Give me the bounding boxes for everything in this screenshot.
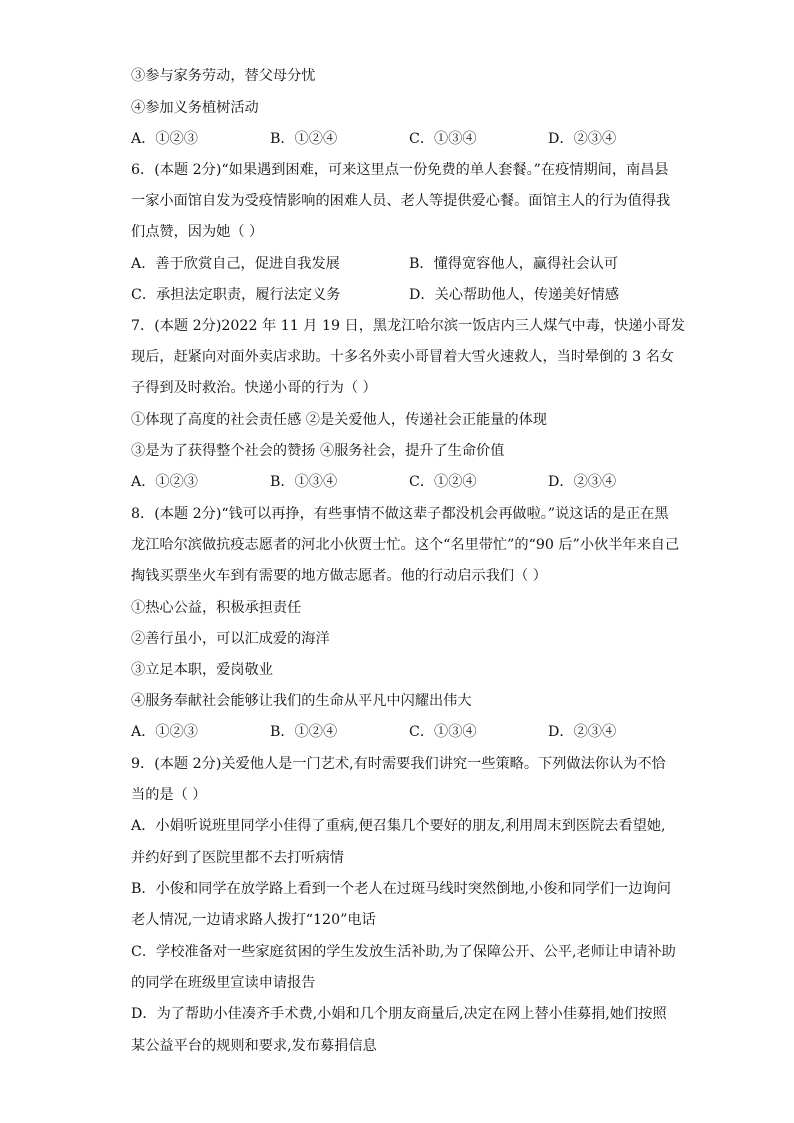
q8-stem-line-2: 龙江哈尔滨做抗疫志愿者的河北小伙贾士忙。这个“名里带忙”的“90 后”小伙半年来自己 <box>131 537 680 553</box>
q9-option-b-line-2: 老人情况,一边请求路人拨打“120”电话 <box>131 912 376 928</box>
q8-stem-line-3: 掏钱买票坐火车到有需要的地方做志愿者。他的行动启示我们（ ） <box>131 568 547 584</box>
q9-option-c-line-1: C．学校准备对一些家庭贫困的学生发放生活补助,为了保障公开、公平,老师让申请补助 <box>131 944 676 960</box>
q8-option-d: D．②③④ <box>548 724 617 740</box>
q7-options <box>131 472 671 492</box>
q7-option-b: B．①③④ <box>270 474 338 490</box>
q8-stem-line-1: 8．(本题 2分)“钱可以再挣，有些事情不做这辈子都没机会再做啦。”说这话的是正在黑 <box>131 506 669 522</box>
q8-option-a: A．①②③ <box>131 724 198 740</box>
q8-option-b: B．①②④ <box>270 724 338 740</box>
q7-stem-line-3: 子得到及时救治。快递小哥的行为（ ） <box>131 380 377 396</box>
q7-items-line-1: ①体现了高度的社会责任感 ②是关爱他人，传递社会正能量的体现 <box>131 412 547 428</box>
q6-option-a: A．善于欣赏自己，促进自我发展 <box>131 256 340 272</box>
q5-option-c: C．①③④ <box>409 131 477 147</box>
q9-option-a-line-1: A．小娟听说班里同学小佳得了重病,便召集几个要好的朋友,利用周末到医院去看望她, <box>131 818 666 834</box>
q9-option-c-line-2: 的同学在班级里宣读申请报告 <box>131 975 316 991</box>
q6-options-row-2 <box>131 285 671 305</box>
q5-option-d: D．②③④ <box>548 131 617 147</box>
q8-option-c: C．①③④ <box>409 724 477 740</box>
q9-option-a-line-2: 并约好到了医院里都不去打听病情 <box>131 850 344 866</box>
q5-option-a: A．①②③ <box>131 131 198 147</box>
q7-stem-line-1: 7．(本题 2分)2022 年 11 月 19 日，黑龙江哈尔滨一饭店内三人煤气中毒，快递小哥发 <box>131 318 686 334</box>
q6-stem-line-1: 6．(本题 2分)“如果遇到困难，可来这里点一份免费的单人套餐。”在疫情期间，南昌县 <box>131 162 669 178</box>
q7-option-a: A．①②③ <box>131 474 198 490</box>
q5-options <box>131 129 671 149</box>
q7-option-c: C．①②④ <box>409 474 477 490</box>
q6-option-d: D．关心帮助他人，传递美好情感 <box>409 287 620 303</box>
q6-stem-line-2: 一家小面馆自发为受疫情影响的困难人员、老人等提供爱心餐。面馆主人的行为值得我 <box>131 193 671 209</box>
q7-items-line-2: ③是为了获得整个社会的赞扬 ④服务社会，提升了生命价值 <box>131 443 505 459</box>
q8-item-1: ①热心公益，积极承担责任 <box>131 600 302 616</box>
q8-item-3: ③立足本职，爱岗敬业 <box>131 662 273 678</box>
q8-options <box>131 722 671 742</box>
q8-item-4: ④服务奉献社会能够让我们的生命从平凡中闪耀出伟大 <box>131 693 472 709</box>
q7-option-d: D．②③④ <box>548 474 617 490</box>
q5-option-b: B．①②④ <box>270 131 338 147</box>
q5-item-3: ③参与家务劳动，替父母分忧 <box>131 68 316 84</box>
q8-item-2: ②善行虽小，可以汇成爱的海洋 <box>131 631 330 647</box>
q9-option-d-line-1: D．为了帮助小佳凑齐手术费,小娟和几个朋友商量后,决定在网上替小佳募捐,她们按照 <box>131 1006 667 1022</box>
q6-options-row-1 <box>131 254 671 274</box>
q5-item-4: ④参加义务植树活动 <box>131 100 259 116</box>
q6-stem-line-3: 们点赞，因为她（ ） <box>131 224 264 240</box>
q7-stem-line-2: 现后，赶紧向对面外卖店求助。十多名外卖小哥冒着大雪火速救人，当时晕倒的 3 名女 <box>131 349 674 365</box>
q9-option-d-line-2: 某公益平台的规则和要求,发布募捐信息 <box>131 1038 377 1054</box>
q9-stem-line-1: 9．(本题 2分)关爱他人是一门艺术,有时需要我们讲究一些策略。下列做法你认为不恰 <box>131 756 666 772</box>
q6-option-b: B．懂得宽容他人，赢得社会认可 <box>409 256 619 272</box>
q6-option-c: C．承担法定职责，履行法定义务 <box>131 287 341 303</box>
q9-stem-line-2: 当的是（ ） <box>131 787 207 803</box>
q9-option-b-line-1: B．小俊和同学在放学路上看到一个老人在过斑马线时突然倒地,小俊和同学们一边询问 <box>131 881 671 897</box>
